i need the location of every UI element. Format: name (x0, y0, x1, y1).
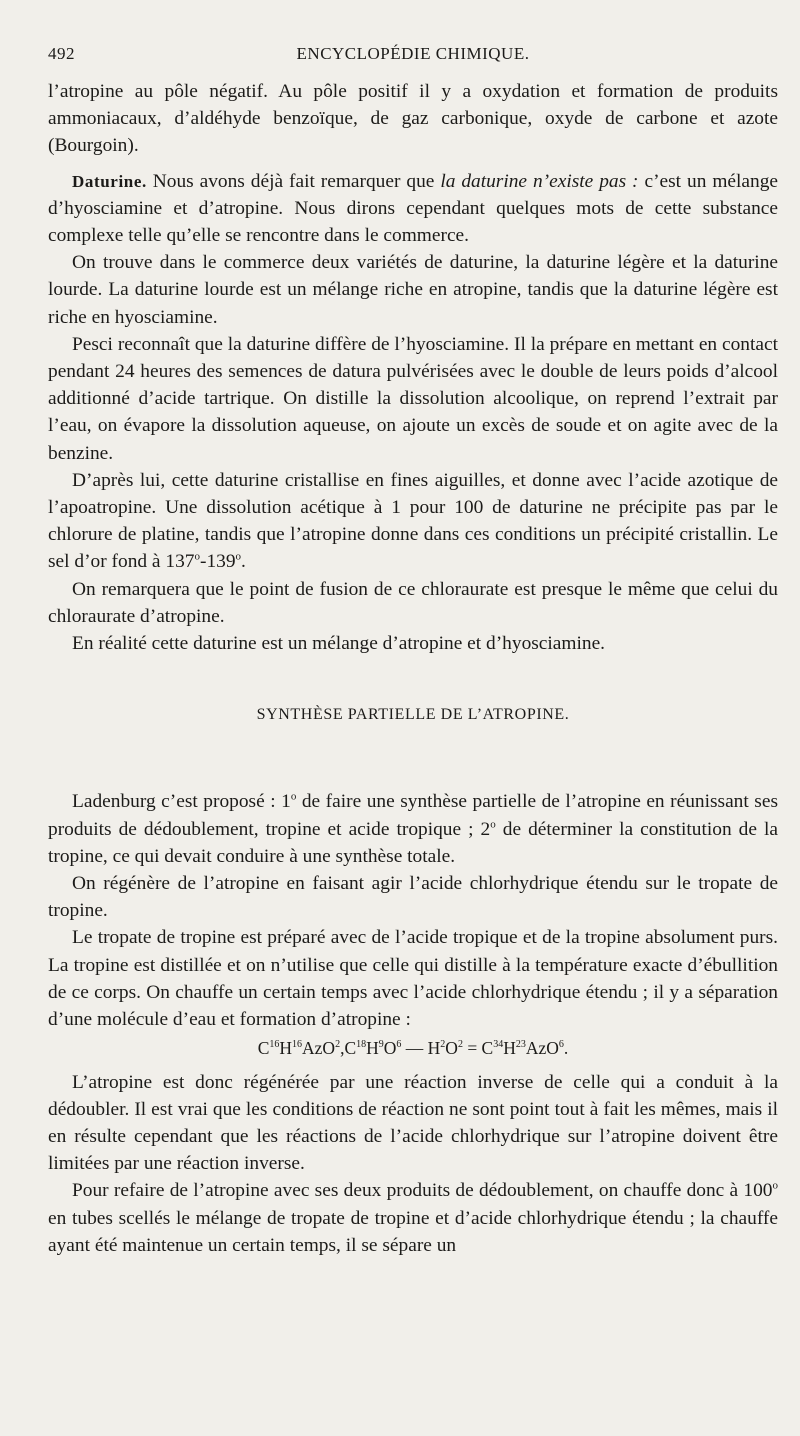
paragraph-daturine: Daturine. Nous avons déjà fait remarquer que la daturine n’existe pas : c’est un mélange d’hyosciamine et d’atropine. Nous dirons cependant quelques mots de cette substance complexe telle qu’elle se rencontre dans le commerce. (48, 170, 778, 247)
paragraph-pesci: Pesci reconnaît que la daturine diffère de l’hyosciamine. Il la prépare en mettant en contact pendant 24 heures des semences de datura pulvérisées avec le double de leurs poids d’alcool additionné d’acide tartrique. On distille la dissolution alcoolique, on reprend l’extrait par l’eau, on évapore la dissolution aqueuse, on ajoute un excès de soude et on agite avec de la benzine. (48, 333, 778, 464)
paragraph-regeneration: On régénère de l’atropine en faisant agir l’acide chlorhydrique étendu sur le tropate de tropine. (48, 873, 778, 922)
body-text (48, 78, 778, 1259)
paragraph-inverse-reaction: L’atropine est donc régénérée par une réaction inverse de celle qui a conduit à la dédoubler. Il est vrai que les conditions de réaction ne sont point tout à fait les mêmes, mais il en résulte cependant que les réactions de l’acide chlorhydrique sur l’atropine doivent être limitées par une réaction inverse. (48, 1071, 778, 1175)
paragraph-melting-point: On remarquera que le point de fusion de ce chloraurate est presque le même que celui du chloraurate d’atropine. (48, 578, 778, 627)
paragraph-reality: En réalité cette daturine est un mélange d’atropine et d’hyosciamine. (72, 633, 606, 655)
italic-phrase: la daturine n’existe pas : (440, 170, 639, 192)
chemical-equation: $C^{16}H^{16}AzO^2,C^{18}H^9O^6$ — $H^2O^2 = C^{34}H^{23}AzO^6$. (257, 1038, 569, 1059)
paragraph-refaire: Pour refaire de l’atropine avec ses deux produits de dédoublement, on chauffe donc à 100$^o$ en tubes scellés le mélange de tropate de tropine et d’acide chlorhydrique étendu ; la chauffe ayant été maintenue un certain temps, il se sépare un (48, 1179, 778, 1256)
daturine-runin-heading: Daturine. (72, 171, 147, 191)
paragraph-varieties: On trouve dans le commerce deux variétés de daturine, la daturine légère et la daturine lourde. La daturine lourde est un mélange riche en atropine, tandis que la daturine légère est riche en hyosciamine. (48, 252, 778, 328)
paragraph-continuation: l’atropine au pôle négatif. Au pôle positif il y a oxydation et formation de produits ammoniacaux, d’aldéhyde benzoïque, de gaz carbonique, oxyde de carbone et azote (Bourgoin). (48, 81, 778, 157)
running-title: ENCYCLOPÉDIE CHIMIQUE. (296, 44, 530, 63)
paragraph-ladenburg: Ladenburg c’est proposé : 1$^o$ de faire une synthèse partielle de l’atropine en réunissant ses produits de dédoublement, tropine et acide tropique ; 2$^o$ de déterminer la constitution de la tropine, ce qui devait conduire à une synthèse totale. (48, 791, 778, 867)
paragraph-tropate: Le tropate de tropine est préparé avec de l’acide tropique et de la tropine absolument purs. La tropine est distillée et on n’utilise que celle qui distille à la température exacte d’ébullition de ce corps. On chauffe un certain temps avec l’acide chlorhydrique étendu ; il y a séparation d’une molécule d’eau et formation d’atropine : (48, 927, 778, 1031)
paragraph-crystallisation: D’après lui, cette daturine cristallise en fines aiguilles, et donne avec l’acide azotique de l’apoatropine. Une dissolution acétique à 1 pour 100 de daturine ne précipite pas par le chlorure de platine, tandis que l’atropine donne dans ces conditions un précipité cristallin. Le sel d’or fond à 137$^o$-139$^o$. (48, 469, 778, 573)
running-head (48, 44, 778, 78)
section-heading: SYNTHÈSE PARTIELLE DE L’ATROPINE. (256, 706, 570, 724)
page-number: 492 (48, 44, 75, 63)
